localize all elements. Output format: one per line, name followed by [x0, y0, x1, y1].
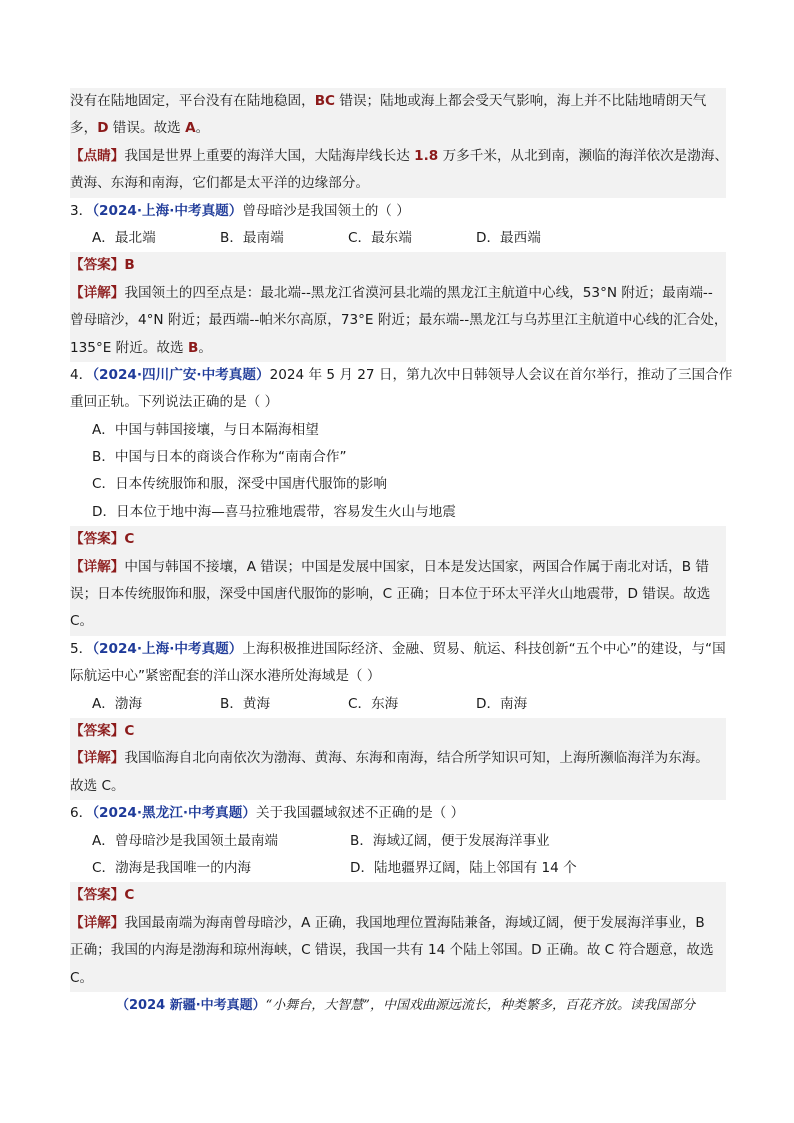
answer-value: B	[124, 257, 135, 274]
answer-line	[70, 882, 726, 909]
answer-line	[70, 526, 726, 553]
detail-tag: 【详解】	[70, 284, 125, 301]
option-a: A．曾母暗沙是我国领土最南端	[92, 832, 279, 849]
option-b: B．海域辽阔，便于发展海洋事业	[350, 832, 550, 849]
option-d: D．陆地疆界辽阔，陆上邻国有 14 个	[350, 859, 577, 876]
option-a: A．中国与韩国接壤，与日本隔海相望	[92, 421, 319, 438]
answer-value: C	[124, 531, 135, 548]
option-b: B．黄海	[220, 695, 271, 712]
question-source: （2024·黑龙江·中考真题）	[92, 805, 256, 822]
detail-tag: 【详解】	[70, 750, 125, 767]
option-d: D．最西端	[476, 229, 541, 246]
question-3	[70, 198, 726, 362]
detail-tag: 【详解】	[70, 914, 125, 931]
detail-tag: 【详解】	[70, 558, 125, 575]
answer-tag: 【答案】	[70, 887, 125, 904]
question-6	[70, 800, 726, 992]
option-c: C．最东端	[348, 229, 412, 246]
detail-line: 【详解】中国与韩国不接壤，A 错误；中国是发展中国家，日本是发达国家，两国合作属于南北对话，B 错	[70, 558, 709, 575]
detail-line: 【详解】我国领土的四至点是：最北端--黑龙江省漠河县北端的黑龙江主航道中心线，53°N 附近；最南端--	[70, 284, 713, 301]
answer-line	[70, 252, 726, 279]
dianqing-tag: 【点睛】	[70, 147, 125, 164]
option-row	[70, 855, 726, 882]
detail-line: 正确；我国的内海是渤海和琼州海峡，C 错误，我国一共有 14 个陆上邻国。D 正确。故 C 符合题意，故选	[70, 942, 714, 959]
option-c: C．东海	[348, 695, 399, 712]
option-d: D．日本位于地中海—喜马拉雅地震带，容易发生火山与地震	[92, 503, 456, 520]
option-b: B．最南端	[220, 229, 284, 246]
option-row	[70, 225, 726, 252]
question-source: （2024·上海·中考真题）	[92, 640, 243, 657]
answer-value: C	[124, 887, 135, 904]
detail-line: 故选 C。	[70, 777, 125, 794]
question-stem: 6．（2024·黑龙江·中考真题）关于我国疆域叙述不正确的是（ ）	[70, 805, 465, 822]
question-stem: 5．（2024·上海·中考真题）上海积极推进国际经济、金融、贸易、航运、科技创新“五个中心”的建设，与“国	[70, 640, 726, 657]
option-a: A．渤海	[92, 695, 143, 712]
question-stem: 3．（2024·上海·中考真题）曾母暗沙是我国领土的（ ）	[70, 202, 410, 219]
text-line: 黄海、东海和南海，它们都是太平洋的边缘部分。	[70, 175, 370, 192]
answer-tag: 【答案】	[70, 722, 125, 739]
option-c: C．日本传统服饰和服，深受中国唐代服饰的影响	[92, 476, 387, 493]
question-stem-cont: 际航运中心”紧密配套的洋山深水港所处海域是（ ）	[70, 668, 381, 685]
answer-tag: 【答案】	[70, 531, 125, 548]
question-source: （2024 新疆·中考真题）	[116, 997, 266, 1013]
question-5	[70, 636, 726, 800]
answer-block	[70, 526, 726, 636]
option-row	[70, 828, 726, 855]
detail-line: 曾母暗沙，4°N 附近；最西端--帕米尔高原，73°E 附近；最东端--黑龙江与乌苏里江主航道中心线的汇合处，	[70, 312, 728, 329]
answer-line	[70, 718, 726, 745]
text-line: 没有在陆地固定，平台没有在陆地稳固，BC 错误；陆地或海上都会受天气影响，海上并不比陆地晴朗天气	[70, 93, 707, 109]
answer-block	[70, 252, 726, 362]
option-d: D．南海	[476, 695, 528, 712]
answer-block	[70, 882, 726, 992]
text-line: 多，D 错误。故选 A。	[70, 120, 210, 137]
option-c: C．渤海是我国唯一的内海	[92, 859, 252, 876]
option-row	[70, 691, 726, 718]
question-source: （2024·上海·中考真题）	[92, 202, 243, 219]
question-7-partial: （2024 新疆·中考真题）“小舞台，大智慧”，中国戏曲源远流长，种类繁多，百花齐放。读我国部分	[116, 997, 695, 1013]
detail-line: 135°E 附近。故选 B。	[70, 339, 212, 356]
detail-line: C。	[70, 613, 94, 630]
question-4	[70, 362, 733, 636]
previous-explanation	[70, 88, 729, 198]
dianqing-line: 【点睛】我国是世界上重要的海洋大国，大陆海岸线长达 1.8 万多千米，从北到南，濒临的海洋依次是渤海、	[70, 147, 729, 164]
detail-line: C。	[70, 969, 94, 986]
option-b: B．中国与日本的商谈合作称为“南南合作”	[92, 449, 347, 466]
option-a: A．最北端	[92, 229, 156, 246]
detail-line: 【详解】我国临海自北向南依次为渤海、黄海、东海和南海，结合所学知识可知，上海所濒临海洋为东海。	[70, 750, 709, 767]
answer-value: C	[124, 722, 135, 739]
detail-line: 【详解】我国最南端为海南曾母暗沙，A 正确，我国地理位置海陆兼备，海域辽阔，便于发展海洋事业，B	[70, 914, 705, 931]
question-source: （2024·四川广安·中考真题）	[92, 366, 270, 383]
document-page	[70, 88, 733, 1019]
question-stem-cont: 重回正轨。下列说法正确的是（ ）	[70, 394, 279, 411]
question-stem: 4．（2024·四川广安·中考真题）2024 年 5 月 27 日，第九次中日韩领导人会议在首尔举行，推动了三国合作	[70, 366, 733, 383]
detail-line: 误；日本传统服饰和服，深受中国唐代服饰的影响，C 正确；日本位于环太平洋火山地震带，D 错误。故选	[70, 586, 711, 603]
answer-block	[70, 718, 726, 800]
answer-tag: 【答案】	[70, 257, 125, 274]
